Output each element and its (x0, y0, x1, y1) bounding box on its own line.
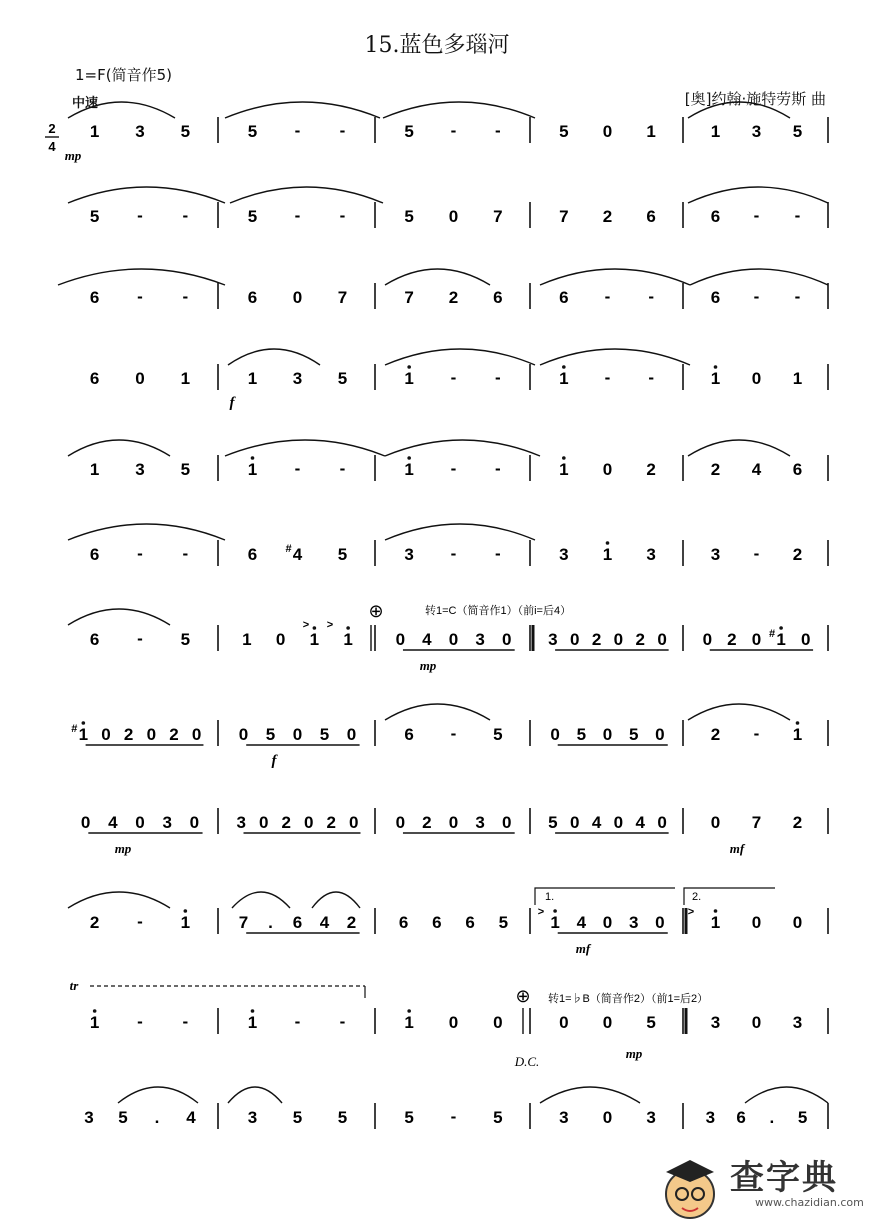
note: 0 (135, 369, 145, 388)
slur (385, 349, 535, 365)
note: 0 (657, 630, 667, 649)
note: 6 (646, 207, 656, 226)
note: 6 (710, 288, 721, 307)
note-high-1: 1 (710, 913, 721, 932)
slur (688, 440, 790, 456)
note: 0 (448, 813, 459, 832)
note: 2 (123, 725, 134, 744)
note: 2 (710, 460, 721, 479)
sustain-dash: - (182, 544, 189, 563)
note: 7 (493, 207, 503, 226)
slur (385, 269, 490, 285)
note: 6 (710, 207, 721, 226)
note: 0 (613, 630, 624, 649)
note: 3 (646, 1108, 656, 1127)
sustain-dash: - (648, 368, 655, 387)
slur (58, 269, 225, 285)
duration-dot: . (268, 913, 273, 932)
note: 3 (404, 545, 414, 564)
sustain-dash: - (137, 544, 143, 563)
note: 7 (559, 207, 569, 226)
sustain-dash: - (794, 287, 801, 306)
duration-dot: . (154, 1108, 160, 1127)
note: 0 (657, 813, 667, 832)
note: 0 (602, 122, 613, 141)
note: 0 (395, 813, 406, 832)
slur (540, 349, 690, 365)
note: 5 (292, 1108, 303, 1127)
note: 0 (602, 725, 613, 744)
note: 0 (304, 813, 314, 832)
note: 6 (404, 725, 414, 744)
sharp-sign: # (769, 628, 776, 640)
note-high-1: 1 (89, 1013, 100, 1032)
note: 0 (501, 813, 512, 832)
note: 5 (576, 725, 587, 744)
slur (540, 269, 690, 285)
note: 3 (710, 1013, 721, 1032)
note: 4 (108, 813, 118, 832)
note: 5 (180, 460, 191, 479)
note: 5 (646, 1013, 656, 1032)
note: 2 (792, 813, 803, 832)
volta-bracket-1 (535, 888, 675, 905)
note: 6 (792, 460, 803, 479)
note: 3 (236, 813, 246, 832)
slur (688, 704, 790, 720)
note: 3 (247, 1108, 258, 1127)
note: 0 (238, 725, 249, 744)
note: 0 (751, 369, 762, 388)
duration-dot: . (769, 1108, 775, 1127)
note: 0 (602, 460, 613, 479)
note: 5 (559, 122, 569, 141)
note: 0 (501, 630, 512, 649)
sustain-dash: - (137, 287, 143, 306)
note: 0 (792, 913, 803, 932)
accent-mark: > (302, 619, 310, 631)
note: 5 (180, 630, 191, 649)
slur (118, 1087, 198, 1103)
note: 5 (404, 207, 414, 226)
note: 0 (448, 630, 459, 649)
note-high-1: 1 (776, 630, 786, 649)
note: 3 (162, 813, 172, 832)
high-octave-dot (184, 909, 188, 913)
note: 4 (186, 1108, 196, 1127)
note: 1 (89, 122, 100, 141)
note-high-1: 1 (404, 1013, 414, 1032)
dynamic-mf: mf (729, 841, 745, 856)
note: 5 (404, 1108, 414, 1127)
note: 6 (89, 545, 100, 564)
sustain-dash: - (294, 121, 301, 140)
da-capo-text: D.C. (514, 1054, 540, 1069)
high-octave-dot (714, 365, 718, 369)
note: 0 (448, 1013, 459, 1032)
accent-mark: > (687, 906, 695, 918)
sustain-dash: - (753, 287, 760, 306)
sustain-dash: - (294, 459, 301, 478)
note: 6 (89, 288, 100, 307)
high-octave-dot (93, 1009, 97, 1013)
high-octave-dot (407, 456, 411, 460)
slur (383, 102, 535, 118)
slur (68, 440, 170, 456)
note: 5 (337, 1108, 348, 1127)
sustain-dash: - (450, 459, 457, 478)
dynamic-mp: mp (114, 841, 132, 856)
note: 3 (548, 630, 558, 649)
note: 0 (292, 725, 303, 744)
note: 5 (247, 122, 258, 141)
slur (68, 524, 225, 540)
note: 3 (646, 545, 656, 564)
slur (745, 1087, 828, 1103)
note: 5 (265, 725, 276, 744)
note: 0 (602, 1108, 613, 1127)
note: 5 (493, 725, 503, 744)
note: 0 (702, 630, 713, 649)
note: 6 (736, 1108, 746, 1127)
volta-label: 2. (692, 891, 702, 903)
sustain-dash: - (137, 629, 143, 648)
slur (228, 349, 320, 365)
note: 0 (275, 630, 286, 649)
note-high-1: 1 (559, 369, 569, 388)
note: 5 (797, 1108, 808, 1127)
note: 5 (493, 1108, 503, 1127)
slur (232, 892, 290, 908)
key-signature: 1=F(简音作5) (75, 66, 172, 84)
note: 6 (292, 913, 303, 932)
note: 2 (646, 460, 656, 479)
sustain-dash: - (137, 1012, 143, 1031)
note: 0 (493, 1013, 503, 1032)
sustain-dash: - (450, 368, 457, 387)
sustain-dash: - (450, 121, 457, 140)
note: 0 (751, 1013, 762, 1032)
slur (688, 102, 790, 118)
volta-label: 1. (545, 891, 555, 903)
note: 4 (292, 545, 303, 564)
slur (688, 187, 828, 203)
note: 5 (628, 725, 639, 744)
sharp-sign: # (285, 543, 292, 555)
sustain-dash: - (794, 206, 801, 225)
note: 7 (404, 288, 414, 307)
note: 5 (548, 813, 558, 832)
sustain-dash: - (339, 459, 346, 478)
note: 1 (646, 122, 656, 141)
sustain-dash: - (494, 459, 501, 478)
high-octave-dot (407, 1009, 411, 1013)
note-high-1: 1 (602, 545, 613, 564)
dynamic-f: f (271, 753, 277, 769)
coda-sign: ⊕ (368, 601, 384, 621)
note: 0 (146, 725, 157, 744)
note: 7 (337, 288, 348, 307)
note: 1 (710, 122, 721, 141)
note: 3 (135, 460, 145, 479)
note: 3 (475, 630, 485, 649)
note: 1 (89, 460, 100, 479)
note: 3 (792, 1013, 803, 1032)
high-octave-dot (251, 456, 255, 460)
note: 0 (189, 813, 200, 832)
note: 3 (559, 1108, 569, 1127)
sustain-dash: - (450, 1107, 457, 1126)
note: 1 (247, 369, 258, 388)
note: 0 (655, 913, 665, 932)
coda-sign: ⊕ (515, 986, 531, 1006)
note: 0 (710, 813, 721, 832)
note: 5 (404, 122, 414, 141)
note: 0 (602, 1013, 613, 1032)
note: 2 (448, 288, 459, 307)
note-high-1: 1 (710, 369, 721, 388)
slur (385, 440, 540, 456)
slur (312, 892, 360, 908)
note: 3 (705, 1108, 716, 1127)
note: 0 (800, 630, 811, 649)
high-octave-dot (606, 541, 610, 545)
note: 6 (89, 630, 100, 649)
note: 2 (727, 630, 737, 649)
accent-mark: > (326, 619, 334, 631)
note: 4 (319, 913, 330, 932)
note: 6 (559, 288, 569, 307)
slur (385, 524, 535, 540)
slur (385, 704, 490, 720)
note-high-1: 1 (180, 913, 191, 932)
note: 5 (319, 725, 330, 744)
sustain-dash: - (494, 544, 501, 563)
note: 5 (180, 122, 191, 141)
note: 6 (247, 288, 258, 307)
high-octave-dot (796, 721, 800, 725)
sustain-dash: - (339, 206, 346, 225)
sustain-dash: - (604, 287, 611, 306)
note: 4 (635, 813, 645, 832)
note: 6 (493, 288, 503, 307)
composer-credit: [奥]约翰·施特劳斯 曲 (684, 90, 826, 108)
note: 5 (247, 207, 258, 226)
modulation-text: 转1=C（简音作1）（前i=后4） (425, 605, 572, 617)
watermark-text: 查字典 (730, 1158, 838, 1198)
modulation-text: 转1=♭B（简音作2）（前1=后2） (548, 993, 709, 1005)
slur (540, 1087, 640, 1103)
dynamic-mp: mp (625, 1046, 643, 1061)
note-high-1: 1 (559, 460, 569, 479)
time-signature-top: 2 (48, 121, 56, 136)
slur (230, 187, 383, 203)
note: 3 (475, 813, 485, 832)
note: 2 (792, 545, 803, 564)
sustain-dash: - (137, 912, 143, 931)
slur (68, 187, 225, 203)
note-high-1: 1 (404, 460, 414, 479)
note: 2 (602, 207, 613, 226)
high-octave-dot (562, 365, 566, 369)
note: 3 (710, 545, 721, 564)
slur (225, 440, 385, 456)
note: 4 (591, 813, 602, 832)
note: 0 (550, 725, 560, 744)
note: 0 (448, 207, 459, 226)
slur (68, 609, 170, 625)
note-high-1: 1 (78, 725, 89, 744)
sustain-dash: - (339, 121, 346, 140)
high-octave-dot (346, 626, 350, 630)
high-octave-dot (714, 909, 718, 913)
slur (228, 1087, 282, 1103)
note: 0 (101, 725, 111, 744)
note: 1 (792, 369, 803, 388)
note: 0 (349, 813, 359, 832)
note: 0 (292, 288, 303, 307)
sustain-dash: - (294, 206, 301, 225)
dynamic-f: f (229, 395, 235, 411)
note: 2 (169, 725, 179, 744)
note: 4 (576, 913, 587, 932)
note-high-1: 1 (247, 1013, 258, 1032)
note-high-1: 1 (309, 630, 320, 649)
sustain-dash: - (753, 544, 760, 563)
accent-mark: > (537, 906, 545, 918)
sustain-dash: - (182, 287, 189, 306)
dynamic-mp: mp (64, 148, 82, 163)
note-high-1: 1 (343, 630, 353, 649)
sustain-dash: - (494, 368, 501, 387)
note-high-1: 1 (247, 460, 258, 479)
sustain-dash: - (450, 544, 457, 563)
note: 0 (80, 813, 91, 832)
note: 0 (191, 725, 202, 744)
slur (68, 102, 175, 118)
note-high-1: 1 (792, 725, 803, 744)
high-octave-dot (553, 909, 557, 913)
note: 0 (751, 913, 762, 932)
note: 2 (710, 725, 721, 744)
note: 0 (751, 630, 762, 649)
note: 2 (326, 813, 336, 832)
time-signature-bottom: 4 (48, 139, 56, 154)
sustain-dash: - (294, 1012, 301, 1031)
high-octave-dot (407, 365, 411, 369)
tempo-marking: 中速 (72, 96, 99, 111)
note: 5 (89, 207, 100, 226)
sustain-dash: - (753, 724, 760, 743)
note: 0 (655, 725, 665, 744)
note: 6 (398, 913, 409, 932)
watermark-url: www.chazidian.com (755, 1196, 864, 1209)
note: 0 (559, 1013, 569, 1032)
note: 1 (242, 630, 252, 649)
note: 5 (337, 369, 348, 388)
note: 7 (238, 913, 249, 932)
note: 0 (613, 813, 624, 832)
sustain-dash: - (753, 206, 760, 225)
note: 5 (118, 1108, 128, 1127)
high-octave-dot (562, 456, 566, 460)
sustain-dash: - (648, 287, 655, 306)
note: 2 (346, 913, 357, 932)
sustain-dash: - (339, 1012, 346, 1031)
note: 2 (635, 630, 645, 649)
sustain-dash: - (182, 206, 189, 225)
sustain-dash: - (182, 1012, 189, 1031)
note: 3 (628, 913, 639, 932)
note: 2 (89, 913, 100, 932)
note: 4 (751, 460, 762, 479)
note: 0 (395, 630, 406, 649)
sustain-dash: - (137, 206, 143, 225)
high-octave-dot (251, 1009, 255, 1013)
note: 3 (135, 122, 145, 141)
note: 5 (498, 913, 509, 932)
sustain-dash: - (494, 121, 501, 140)
note: 2 (591, 630, 602, 649)
note: 6 (89, 369, 100, 388)
note: 0 (259, 813, 269, 832)
high-octave-dot (779, 626, 783, 630)
note: 6 (247, 545, 258, 564)
page-title: 15.蓝色多瑙河 (364, 33, 510, 58)
note: 3 (292, 369, 303, 388)
note: 0 (570, 630, 580, 649)
note: 7 (751, 813, 762, 832)
sharp-sign: # (71, 723, 78, 735)
note: 3 (751, 122, 762, 141)
trill-mark: tr (69, 978, 79, 993)
note: 2 (422, 813, 432, 832)
note: 3 (84, 1108, 94, 1127)
high-octave-dot (82, 721, 86, 725)
sustain-dash: - (604, 368, 611, 387)
note: 5 (792, 122, 803, 141)
note: 0 (346, 725, 357, 744)
sustain-dash: - (450, 724, 457, 743)
high-octave-dot (313, 626, 317, 630)
note: 0 (570, 813, 580, 832)
note: 0 (135, 813, 145, 832)
note: 3 (559, 545, 569, 564)
dynamic-mf: mf (575, 941, 591, 956)
slur (225, 102, 380, 118)
slur (690, 269, 828, 285)
dynamic-mp: mp (419, 658, 437, 673)
note: 4 (422, 630, 432, 649)
slur (68, 892, 170, 908)
note: 1 (180, 369, 191, 388)
note: 5 (337, 545, 348, 564)
note-high-1: 1 (404, 369, 414, 388)
note-high-1: 1 (550, 913, 560, 932)
note: 6 (465, 913, 475, 932)
note: 0 (602, 913, 613, 932)
note: 6 (432, 913, 442, 932)
note: 2 (281, 813, 291, 832)
